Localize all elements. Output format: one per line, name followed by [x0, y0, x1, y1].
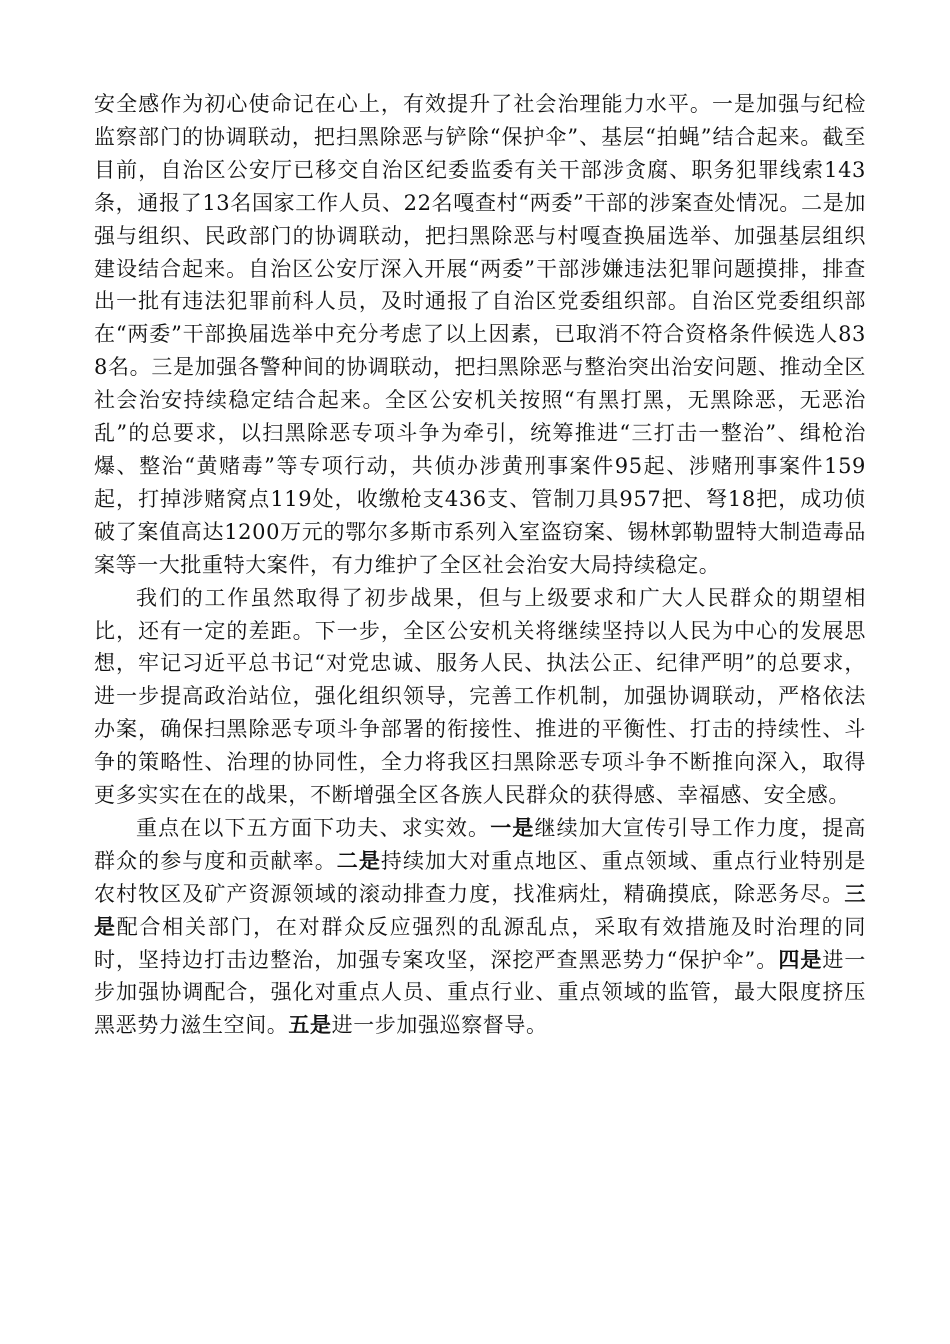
paragraph-text: 我们的工作虽然取得了初步战果，但与上级要求和广大人民群众的期望相比，还有一定的差距。下一步，全区公安机关将继续坚持以人民为中心的发展思想，牢记习近平总书记“对党忠诚、服务人民、执法公正、纪律严明”的总要求，进一步提高政治站位，强化组织领导，完善工作机制，加强协调联动，严格依法办案，确保扫黑除恶专项斗争部署的衔接性、推进的平衡性、打击的持续性、斗争的策略性、治理的协同性，全力将我区扫黑除恶专项斗争不断推向深入，取得更多实实在在的战果，不断增强全区各族人民群众的获得感、幸福感、安全感。: [94, 585, 866, 808]
bold-label-three: 三是: [94, 880, 866, 939]
paragraph-coordination-results: [94, 88, 866, 582]
document-page: [94, 88, 866, 1042]
bold-label-four: 四是: [778, 946, 823, 972]
paragraph-five-focus-areas: [94, 812, 866, 1042]
paragraph-text: 重点在以下五方面下功夫、求实效。: [136, 815, 491, 840]
paragraph-text: 进一步加强巡察督导。: [331, 1013, 548, 1038]
paragraph-text: 继续加大宣传引导工作力度，提高群众的参与度和贡献率。: [94, 815, 867, 873]
bold-label-two: 二是: [336, 847, 381, 873]
bold-label-one: 一是: [490, 814, 535, 840]
paragraph-next-steps: [94, 582, 866, 812]
paragraph-text: 持续加大对重点地区、重点领域、重点行业特别是农村牧区及矿产资源领域的滚动排查力度，找准病灶，精确摸底，除恶务尽。: [94, 848, 866, 906]
paragraph-text: 安全感作为初心使命记在心上，有效提升了社会治理能力水平。一是加强与纪检监察部门的协调联动，把扫黑除恶与铲除“保护伞”、基层“拍蝇”结合起来。截至目前，自治区公安厅已移交自治区纪委监委有关干部涉贪腐、职务犯罪线索143条，通报了13名国家工作人员、22名嘎查村“两委”干部的涉案查处情况。二是加强与组织、民政部门的协调联动，把扫黑除恶与村嘎查换届选举、加强基层组织建设结合起来。自治区公安厅深入开展“两委”干部涉嫌违法犯罪问题摸排，排查出一批有违法犯罪前科人员，及时通报了自治区党委组织部。自治区党委组织部在“两委”干部换届选举中充分考虑了以上因素，已取消不符合资格条件候选人838名。三是加强各警种间的协调联动，把扫黑除恶与整治突出治安问题、推动全区社会治安持续稳定结合起来。全区公安机关按照“有黑打黑，无黑除恶，无恶治乱”的总要求，以扫黑除恶专项斗争为牵引，统筹推进“三打击一整治”、缉枪治爆、整治“黄赌毒”等专项行动，共侦办涉黄刑事案件95起、涉赌刑事案件159起，打掉涉赌窝点119处，收缴枪支436支、管制刀具957把、弩18把，成功侦破了案值高达1200万元的鄂尔多斯市系列入室盗窃案、锡林郭勒盟特大制造毒品案等一大批重特大案件，有力维护了全区社会治安大局持续稳定。: [94, 92, 866, 577]
bold-label-five: 五是: [288, 1012, 332, 1038]
paragraph-text: 配合相关部门，在对群众反应强烈的乱源乱点，采取有效措施及时治理的同时，坚持边打击边整治，加强专案攻坚，深挖严查黑恶势力“保护伞”。: [94, 914, 867, 972]
paragraph-text: 进一步加强协调配合，强化对重点人员、重点行业、重点领域的监管，最大限度挤压黑恶势力滋生空间。: [94, 947, 867, 1038]
